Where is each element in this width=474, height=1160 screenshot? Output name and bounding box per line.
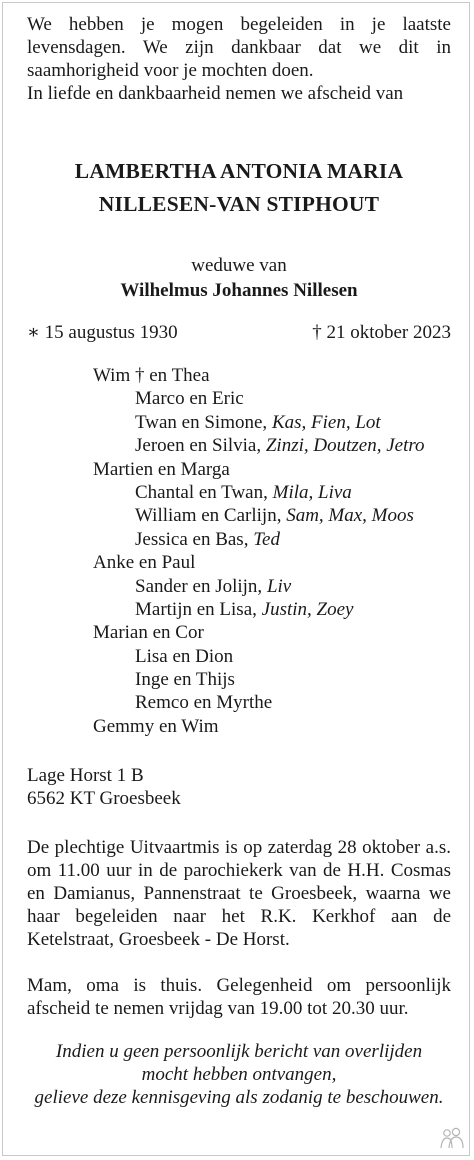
family-member-names: Jeroen en Silvia, [135, 435, 266, 457]
family-member-child [27, 621, 451, 644]
family-member-grandchild [27, 645, 451, 668]
family-member-names: Remco en Myrthe [135, 692, 273, 714]
family-member-names: Chantal en Twan, [135, 481, 273, 503]
closing-line-3: gelieve deze kennisgeving als zodanig te beschouwen. [34, 1087, 444, 1109]
notice-content [27, 13, 451, 1109]
family-member-names: Jessica en Bas, [135, 528, 254, 550]
great-grandchildren-names: Ted [253, 528, 280, 550]
family-member-grandchild [27, 691, 451, 714]
visitation-text: Mam, oma is thuis. Gelegenheid om persoonlijk afscheid te nemen vrijdag van 19.00 tot 20.30 uur. [27, 975, 451, 1020]
great-grandchildren-names: Mila, Liva [272, 481, 352, 503]
people-logo-icon [439, 1127, 465, 1149]
family-member-names: William en Carlijn, [135, 505, 287, 527]
closing-note [27, 1040, 451, 1109]
birth-date: ∗ 15 augustus 1930 [27, 322, 178, 343]
family-member-grandchild [27, 528, 451, 551]
family-member-grandchild [27, 434, 451, 457]
death-notice-card [2, 2, 470, 1156]
family-member-child [27, 458, 451, 481]
family-member-names: Anke en Paul [93, 552, 196, 574]
great-grandchildren-names: Zinzi, Doutzen, Jetro [265, 435, 425, 457]
intro-paragraph-2: In liefde en dankbaarheid nemen we afscheid van [27, 83, 404, 104]
deceased-name [27, 155, 451, 221]
family-member-names: Wim † en Thea [93, 365, 210, 386]
spouse-name: Wilhelmus Johannes Nillesen [120, 280, 358, 301]
family-member-names: Marco en Eric [135, 388, 244, 410]
widow-label: weduwe van [191, 255, 287, 276]
family-list [27, 364, 451, 738]
great-grandchildren-names: Sam, Max, Moos [286, 505, 414, 527]
family-member-names: Martien en Marga [93, 458, 230, 480]
family-member-grandchild [27, 504, 451, 527]
intro-paragraph-1: We hebben je mogen begeleiden in je laatste levensdagen. We zijn dankbaar dat we dit in saamhorigheid voor je mochten doen. [27, 14, 451, 81]
address-block [27, 764, 451, 810]
family-member-names: Martijn en Lisa, [135, 598, 262, 620]
family-member-grandchild [27, 598, 451, 621]
address-city: 6562 KT Groesbeek [27, 788, 181, 810]
family-member-names: Sander en Jolijn, [135, 575, 267, 597]
funeral-service-text: De plechtige Uitvaartmis is op zaterdag 28 oktober a.s. om 11.00 uur in de parochiekerk van de H.H. Cosmas en Damianus, Pannenstraat te Groesbeek, waarna we haar begeleiden naar het R.K. Kerkhof aan de Ketelstraat, Groesbeek - De Horst. [27, 837, 451, 951]
family-member-grandchild [27, 481, 451, 504]
family-member-grandchild [27, 668, 451, 691]
family-member-child [27, 364, 451, 387]
death-date: † 21 oktober 2023 [312, 322, 451, 343]
deceased-name-line-1: LAMBERTHA ANTONIA MARIA [74, 159, 404, 183]
deceased-name-line-2: NILLESEN-VAN STIPHOUT [98, 192, 380, 216]
family-member-names: Marian en Cor [93, 622, 204, 644]
family-member-names: Lisa en Dion [135, 645, 234, 667]
life-dates [27, 321, 451, 344]
family-member-names: Inge en Thijs [135, 669, 235, 691]
widow-block [27, 253, 451, 303]
family-member-names: Twan en Simone, [135, 411, 272, 433]
family-member-grandchild [27, 575, 451, 598]
great-grandchildren-names: Kas, Fien, Lot [271, 411, 381, 433]
family-member-grandchild [27, 387, 451, 410]
closing-line-2: mocht hebben ontvangen, [141, 1064, 337, 1086]
address-street: Lage Horst 1 B [27, 765, 144, 787]
great-grandchildren-names: Justin, Zoey [261, 598, 354, 620]
family-member-child [27, 551, 451, 574]
great-grandchildren-names: Liv [266, 575, 292, 597]
family-member-grandchild [27, 411, 451, 434]
closing-line-1: Indien u geen persoonlijk bericht van overlijden [55, 1041, 423, 1063]
family-member-child [27, 715, 451, 738]
family-member-names: Gemmy en Wim [93, 715, 219, 737]
